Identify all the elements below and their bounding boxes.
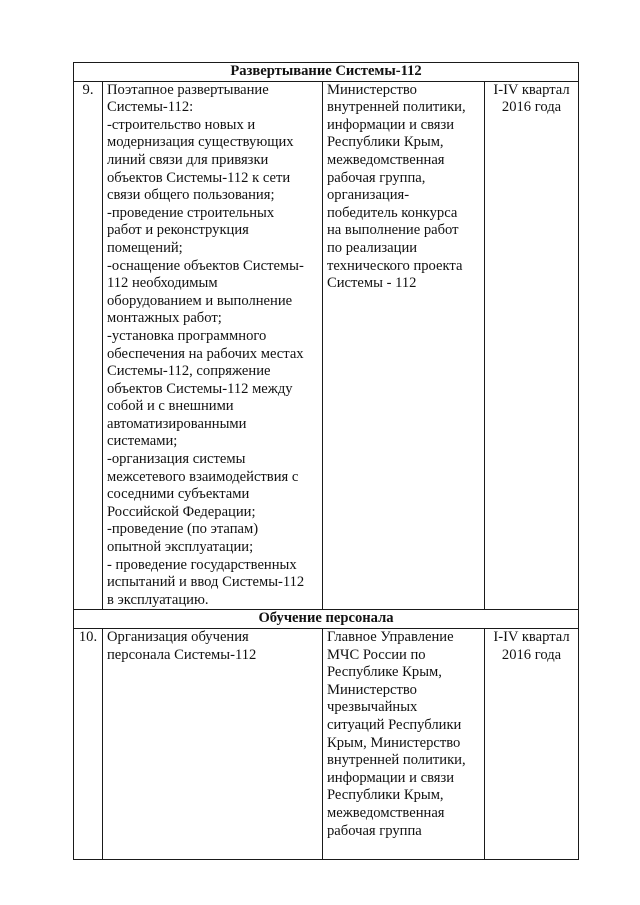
table-row xyxy=(74,629,579,860)
deadline-period: I-IV квартал 2016 года xyxy=(485,629,579,860)
responsible-executor: Главное Управление МЧС России по Республике Крым, Министерство чрезвычайных ситуаций Республики Крым, Министерство внутренней политики, информации и связи Республики Крым, межведомственная рабочая группа xyxy=(323,629,485,860)
responsible-executor: Министерство внутренней политики, информации и связи Республики Крым, межведомственная рабочая группа, организация- победитель конкурса на выполнение работ по реализации технического проекта Системы - 112 xyxy=(323,81,485,610)
row-number: 10. xyxy=(74,629,103,860)
task-description: Организация обучения персонала Системы-112 xyxy=(103,629,323,860)
section-header-row xyxy=(74,610,579,629)
deadline-period: I-IV квартал 2016 года xyxy=(485,81,579,610)
table-row xyxy=(74,81,579,610)
section-title: Развертывание Системы-112 xyxy=(74,63,579,82)
task-description: Поэтапное развертывание Системы-112: -строительство новых и модернизация существующих линий связи для привязки объектов Системы-112 к сети связи общего пользования; -проведение строительных работ и реконструкция помещений; -оснащение объектов Системы- 112 необходимым оборудованием и выполнение монтажных работ; -установка программного обеспечения на рабочих местах Системы-112, сопряжение объектов Системы-112 между собой и с внешними автоматизированными системами; -организация системы межсетевого взаимодействия с соседними субъектами Российской Федерации; -проведение (по этапам) опытной эксплуатации; - проведение государственных испытаний и ввод Системы-112 в эксплуатацию. xyxy=(103,81,323,610)
row-number: 9. xyxy=(74,81,103,610)
section-title: Обучение персонала xyxy=(74,610,579,629)
plan-table xyxy=(73,62,579,860)
section-header-row xyxy=(74,63,579,82)
